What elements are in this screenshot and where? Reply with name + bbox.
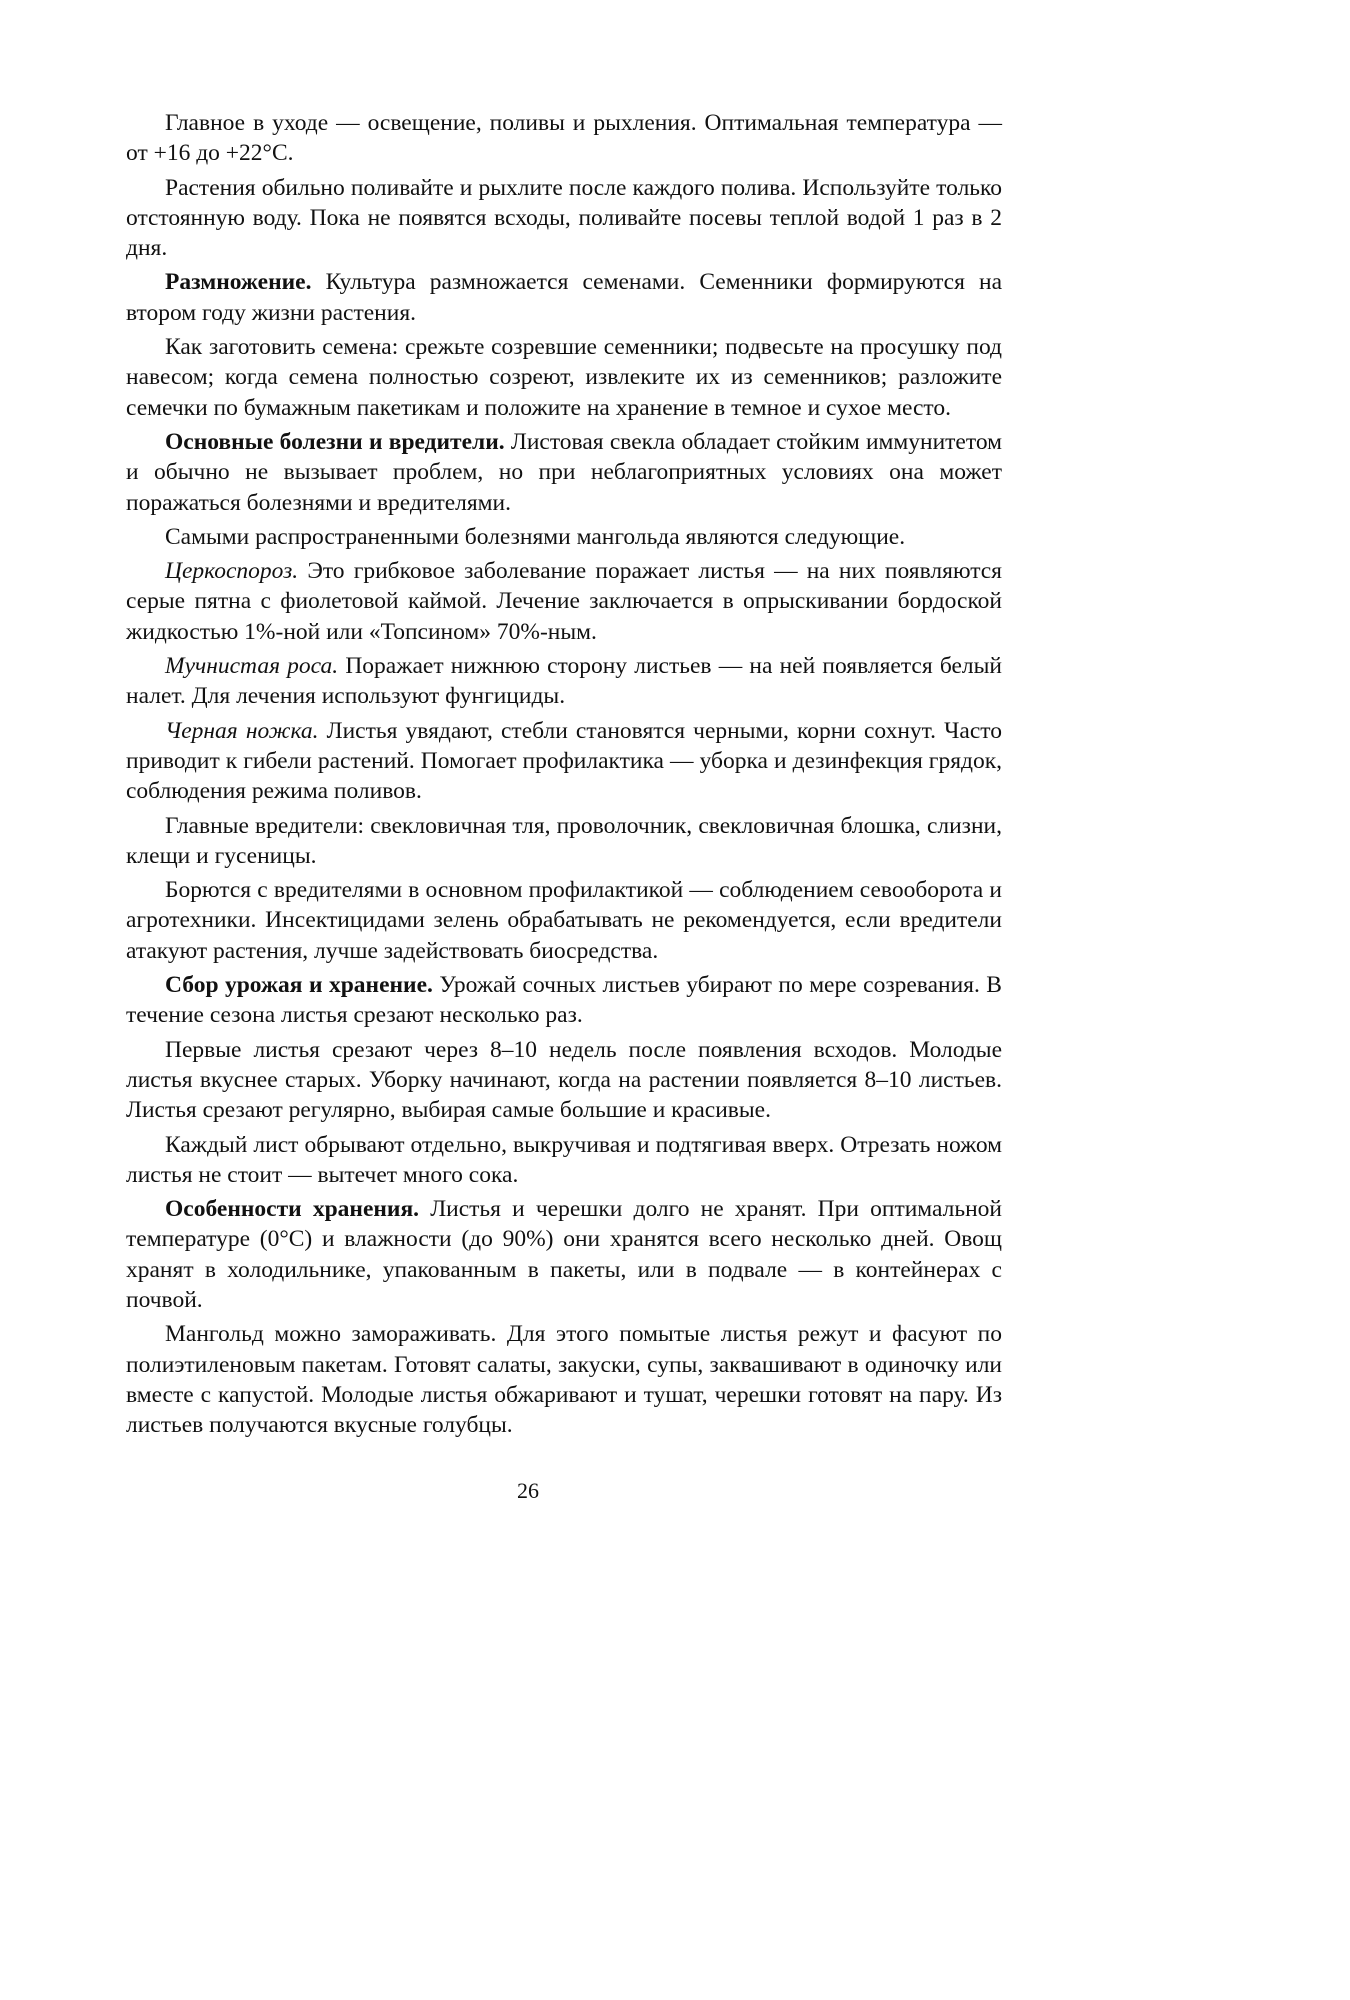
paragraph-text: Главное в уходе — освещение, поливы и рыхления. Оптимальная температура — от +16 до +22°С. xyxy=(126,110,1002,167)
paragraph-harvest xyxy=(126,970,1002,1031)
paragraph-text: Листья и черешки долго не хранят. При оптимальной температуре (0°С) и влажности (до 90%) они хранятся всего несколько дней. Овощ хранят в холодильнике, упакованным в пакеты, или в подвале — в контейнерах с почвой. xyxy=(126,1196,1002,1313)
section-heading-propagation: Размножение. xyxy=(165,269,312,296)
paragraph-propagation xyxy=(126,267,1002,328)
paragraph-pest-control xyxy=(126,875,1002,966)
paragraph-cercospora xyxy=(126,556,1002,647)
paragraph-leaf-picking xyxy=(126,1130,1002,1191)
disease-term-powdery-mildew: Мучнистая роса. xyxy=(165,653,339,680)
paragraph-diseases-pests xyxy=(126,427,1002,518)
section-heading-diseases-pests: Основные болезни и вредители. xyxy=(165,428,505,455)
paragraph-storage xyxy=(126,1194,1002,1315)
paragraph-text: Это грибковое заболевание поражает листья — на них появляются серые пятна с фиолетовой каймой. Лечение заключается в опрыскивании бордоской жидкостью 1%-ной или «Топсином» 70%-ным. xyxy=(126,558,1002,645)
paragraph-black-leg xyxy=(126,716,1002,807)
paragraph-powdery-mildew xyxy=(126,651,1002,712)
section-heading-storage: Особенности хранения. xyxy=(165,1196,420,1223)
page-number: 26 xyxy=(517,1478,539,1503)
paragraph-first-leaves xyxy=(126,1035,1002,1126)
paragraph-freezing xyxy=(126,1319,1002,1440)
paragraph-text: Борются с вредителями в основном профилактикой — соблюдением севооборота и агротехники. Инсектицидами зелень обрабатывать не рекомендуется, если вредители атакуют растения, лучше задействовать биосредства. xyxy=(126,877,1002,964)
paragraph-text: Главные вредители: свекловичная тля, проволочник, свекловичная блошка, слизни, клещи и гусеницы. xyxy=(126,812,1002,869)
paragraph-common-diseases xyxy=(126,522,1002,552)
paragraph-seed-harvest xyxy=(126,332,1002,423)
paragraph-text: Самыми распространенными болезнями мангольда являются следующие. xyxy=(165,523,906,550)
paragraph-main-pests xyxy=(126,811,1002,872)
paragraph-watering xyxy=(126,173,1002,264)
paragraph-care xyxy=(126,108,1002,169)
paragraph-text: Листовая свекла обладает стойким иммунитетом и обычно не вызывает проблем, но при неблагоприятных условиях она может поражаться болезнями и вредителями. xyxy=(126,428,1002,516)
paragraph-text: Листья увядают, стебли становятся черными, корни сохнут. Часто приводит к гибели растений. Помогает профилактика — уборка и дезинфекция грядок, соблюдения режима поливов. xyxy=(126,717,1002,805)
paragraph-text: Первые листья срезают через 8–10 недель после появления всходов. Молодые листья вкуснее старых. Уборку начинают, когда на растении появляется 8–10 листьев. Листья срезают регулярно, выбирая самые большие и красивые. xyxy=(126,1036,1002,1124)
paragraph-text: Каждый лист обрывают отдельно, выкручивая и подтягивая вверх. Отрезать ножом листья не стоит — вытечет много сока. xyxy=(126,1131,1002,1188)
disease-term-black-leg: Черная ножка. xyxy=(165,717,319,744)
page-body-text xyxy=(126,108,1002,1444)
section-heading-harvest: Сбор урожая и хранение. xyxy=(165,972,433,999)
paragraph-text: Как заготовить семена: срежьте созревшие семенники; подвесьте на просушку под навесом; когда семена полностью созреют, извлеките их из семенников; разложите семечки по бумажным пакетикам и положите на хранение в темное и сухое место. xyxy=(126,334,1002,421)
paragraph-text: Поражает нижнюю сторону листьев — на ней появляется белый налет. Для лечения используют фунгициды. xyxy=(126,653,1002,710)
paragraph-text: Растения обильно поливайте и рыхлите после каждого полива. Используйте только отстоянную воду. Пока не появятся всходы, поливайте посевы теплой водой 1 раз в 2 дня. xyxy=(126,174,1002,262)
disease-term-cercospora: Церкоспороз. xyxy=(165,558,299,585)
paragraph-text: Урожай сочных листьев убирают по мере созревания. В течение сезона листья срезают несколько раз. xyxy=(126,972,1002,1029)
paragraph-text: Культура размножается семенами. Семенники формируются на втором году жизни растения. xyxy=(126,269,1002,326)
paragraph-text: Мангольд можно замораживать. Для этого помытые листья режут и фасуют по полиэтиленовым пакетам. Готовят салаты, закуски, супы, заквашивают в одиночку или вместе с капустой. Молодые листья обжаривают и тушат, черешки готовят на пару. Из листьев получаются вкусные голубцы. xyxy=(126,1321,1002,1439)
